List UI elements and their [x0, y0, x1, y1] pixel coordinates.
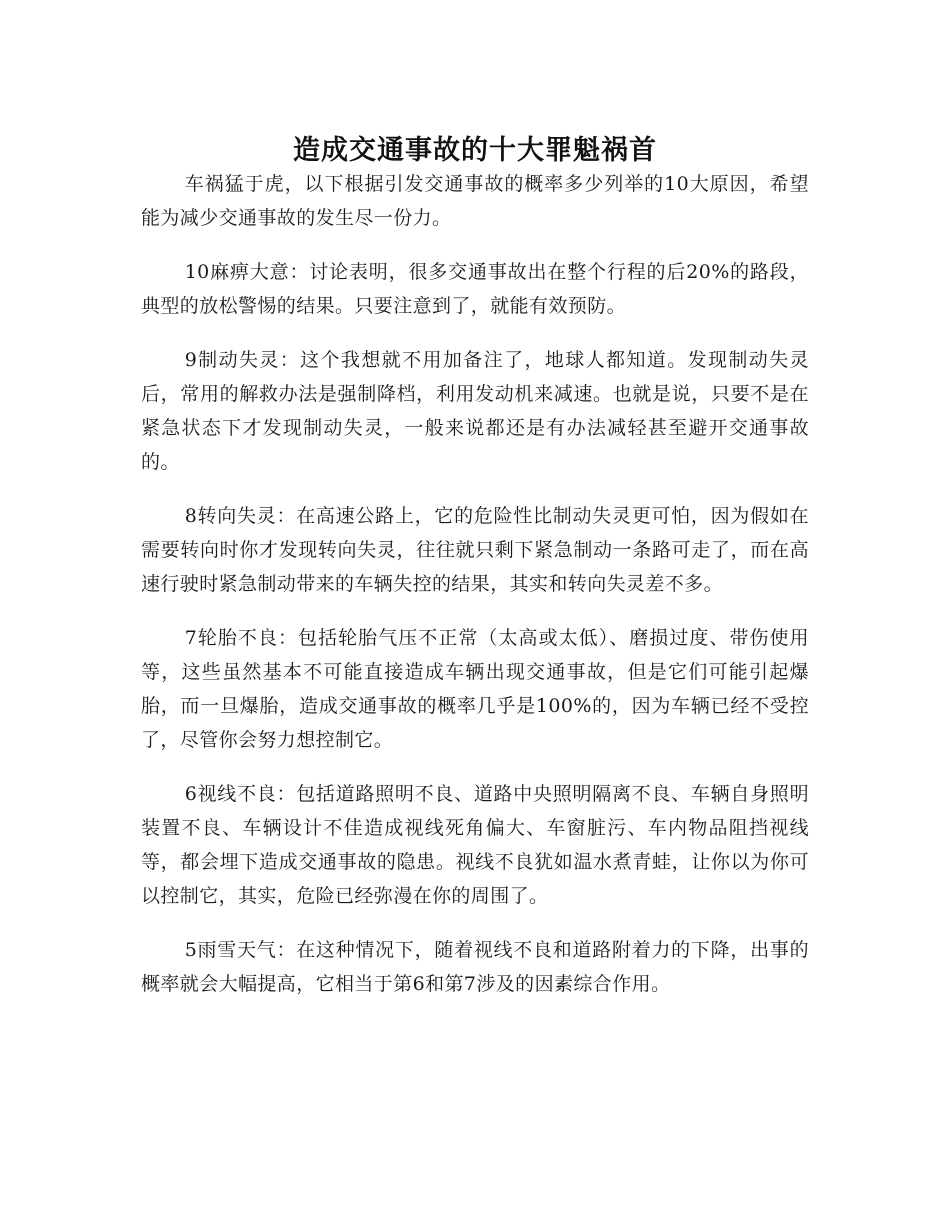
intro-paragraph: 车祸猛于虎，以下根据引发交通事故的概率多少列举的10大原因，希望能为减少交通事故的发生尽一份力。 [141, 173, 809, 229]
document-body [141, 167, 809, 1021]
document-title: 造成交通事故的十大罪魁祸首 [293, 135, 657, 167]
paragraph-item-5: 5雨雪天气：在这种情况下，随着视线不良和道路附着力的下降，出事的概率就会大幅提高，它相当于第6和第7涉及的因素综合作用。 [141, 939, 809, 995]
paragraph-item-8: 8转向失灵：在高速公路上，它的危险性比制动失灵更可怕，因为假如在需要转向时你才发现转向失灵，往往就只剩下紧急制动一条路可走了，而在高速行驶时紧急制动带来的车辆失控的结果，其实和转向失灵差不多。 [141, 505, 809, 595]
paragraph-item-6: 6视线不良：包括道路照明不良、道路中央照明隔离不良、车辆自身照明装置不良、车辆设计不佳造成视线死角偏大、车窗脏污、车内物品阻挡视线等，都会埋下造成交通事故的隐患。视线不良犹如温水煮青蛙，让你以为你可以控制它，其实，危险已经弥漫在你的周围了。 [141, 783, 809, 907]
paragraph-item-9: 9制动失灵：这个我想就不用加备注了，地球人都知道。发现制动失灵后，常用的解救办法是强制降档，利用发动机来减速。也就是说，只要不是在紧急状态下才发现制动失灵，一般来说都还是有办法减轻甚至避开交通事故的。 [141, 349, 809, 473]
paragraph-item-10: 10麻痹大意：讨论表明，很多交通事故出在整个行程的后20%的路段，典型的放松警惕的结果。只要注意到了，就能有效预防。 [141, 261, 809, 317]
paragraph-item-7: 7轮胎不良：包括轮胎气压不正常（太高或太低）、磨损过度、带伤使用等，这些虽然基本不可能直接造成车辆出现交通事故，但是它们可能引起爆胎，而一旦爆胎，造成交通事故的概率几乎是100%的，因为车辆已经不受控了，尽管你会努力想控制它。 [141, 627, 809, 751]
